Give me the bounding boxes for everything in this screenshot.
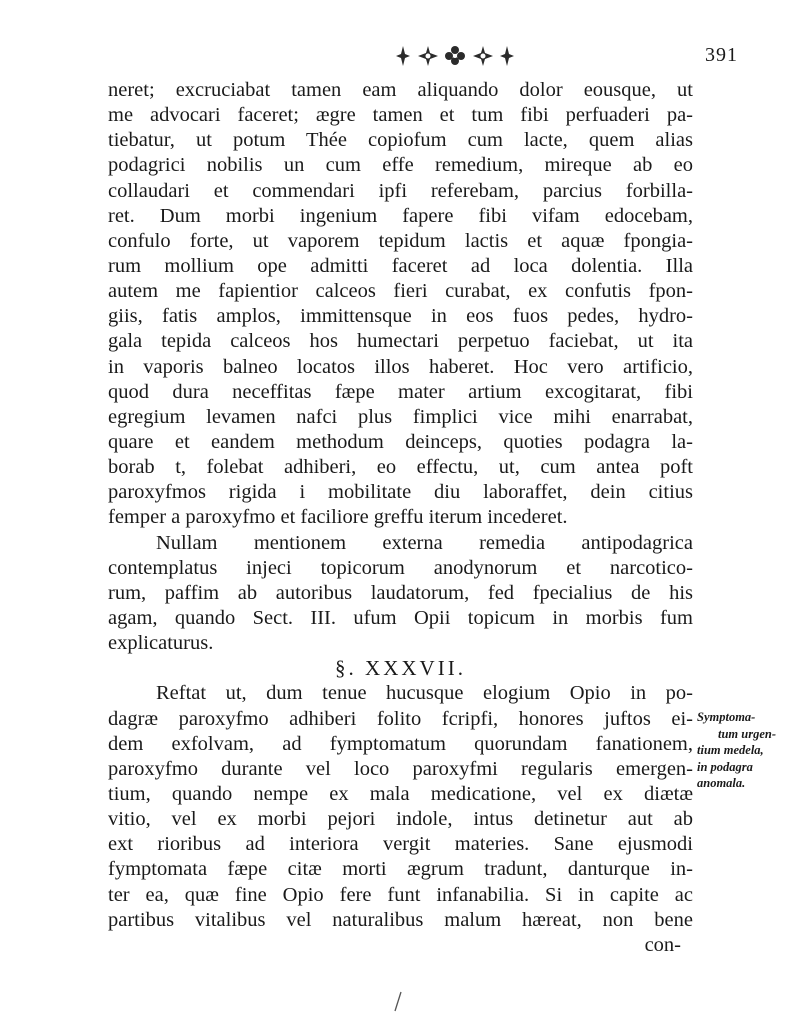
text-line: contemplatus injeci topicorum anodynorum et narcotico- [108,556,693,579]
text-line: borab t, folebat adhiberi, eo effectu, ut, cum antea poft [108,456,693,479]
ink-mark [393,990,403,1012]
margin-note-line: in podagra [697,759,753,774]
text-line: giis, fatis amplos, immittensque in eos fuos pedes, hydro- [108,305,693,328]
text-line: agam, quando Sect. III. ufum Opii topicum in morbis fum [108,606,693,629]
cross-fleury-icon [472,45,494,67]
text-line: vitio, vel ex morbi pejori indole, intus detinetur aut ab [108,808,693,831]
text-line: neret; excruciabat tamen eam aliquando dolor eousque, ut [108,79,693,101]
text-line: in vaporis balneo locatos illos haberet. Hoc vero artificio, [108,355,693,378]
fleuron-star-icon [395,45,411,67]
text-line: explicaturus. [108,632,214,655]
text-line: gala tepida calceos hos humectari perpetuo faciebat, ut ita [108,330,693,353]
text-line: ext rioribus ad interiora vergit materies. Sane ejusmodi [108,833,693,856]
text-line: tium, quando nempe ex mala medicatione, vel ex diætæ [108,782,693,805]
section-heading: §. XXXVII. [335,656,466,681]
body-text [108,78,693,958]
text-line: autem me fapientior calceos fieri curabat, ex confutis fpon- [108,280,693,303]
page-number: 391 [705,44,738,66]
text-line: paroxyfmos rigida i mobilitate diu laboraffet, dein citius [108,481,693,504]
header-ornament [395,38,515,74]
text-line: paroxyfmo durante vel loco paroxyfmi regularis emergen- [108,757,693,780]
fleuron-star-icon [499,45,515,67]
text-line: femper a paroxyfmo et faciliore greffu iterum incederet. [108,506,568,529]
flower-icon [444,44,466,68]
text-line: quod dura neceffitas fæpe mater artium excogitarat, fibi [108,380,693,403]
margin-note [697,709,797,792]
text-line: podagrici nobilis un cum effe remedium, mireque ab eo [108,154,693,177]
text-line: ret. Dum morbi ingenium fapere fibi vifam edocebam, [108,204,693,227]
margin-note-line: anomala. [697,776,746,791]
margin-note-line: tum urgen- [717,726,776,741]
text-line: ter ea, quæ fine Opio fere funt infanabilia. Si in capite ac [108,883,693,906]
text-line: tiebatur, ut potum Thée copiofum cum lacte, quem alias [108,129,693,152]
text-line: confulo forte, ut vaporem tepidum lactis et aquæ fpongia- [108,229,693,252]
text-line: collaudari et commendari ipfi referebam, parcius forbilla- [108,179,693,202]
cross-fleury-icon [417,45,439,67]
text-line: me advocari faceret; ægre tamen et tum fibi perfuaderi pa- [108,104,693,127]
text-line: egregium levamen nafci plus fimplici vice mihi enarrabat, [108,405,693,428]
text-line: Nullam mentionem externa remedia antipodagrica [156,531,693,554]
text-line: partibus vitalibus vel naturalibus malum hæreat, non bene [108,908,693,931]
text-line: dagræ paroxyfmo adhiberi folito fcripfi, honores juftos ei- [108,707,693,730]
margin-note-line: Symptoma- [697,710,756,724]
margin-note-line: tium medela, [697,743,764,758]
page-header [0,38,800,78]
text-line: quare et eandem methodum deinceps, quoties podagra la- [108,430,693,453]
text-line: rum, paffim ab autoribus laudatorum, fed fpecialius de his [108,581,693,604]
catchword: con- [644,933,681,956]
text-line: dem exfolvam, ad fymptomatum quorundam fanationem, [108,732,693,755]
text-line: fymptomata fæpe citæ morti ægrum tradunt, danturque in- [108,858,693,881]
text-line: Reftat ut, dum tenue hucusque elogium Opio in po- [156,682,693,705]
text-line: rum mollium ope admitti faceret ad loca dolentia. Illa [108,254,693,277]
